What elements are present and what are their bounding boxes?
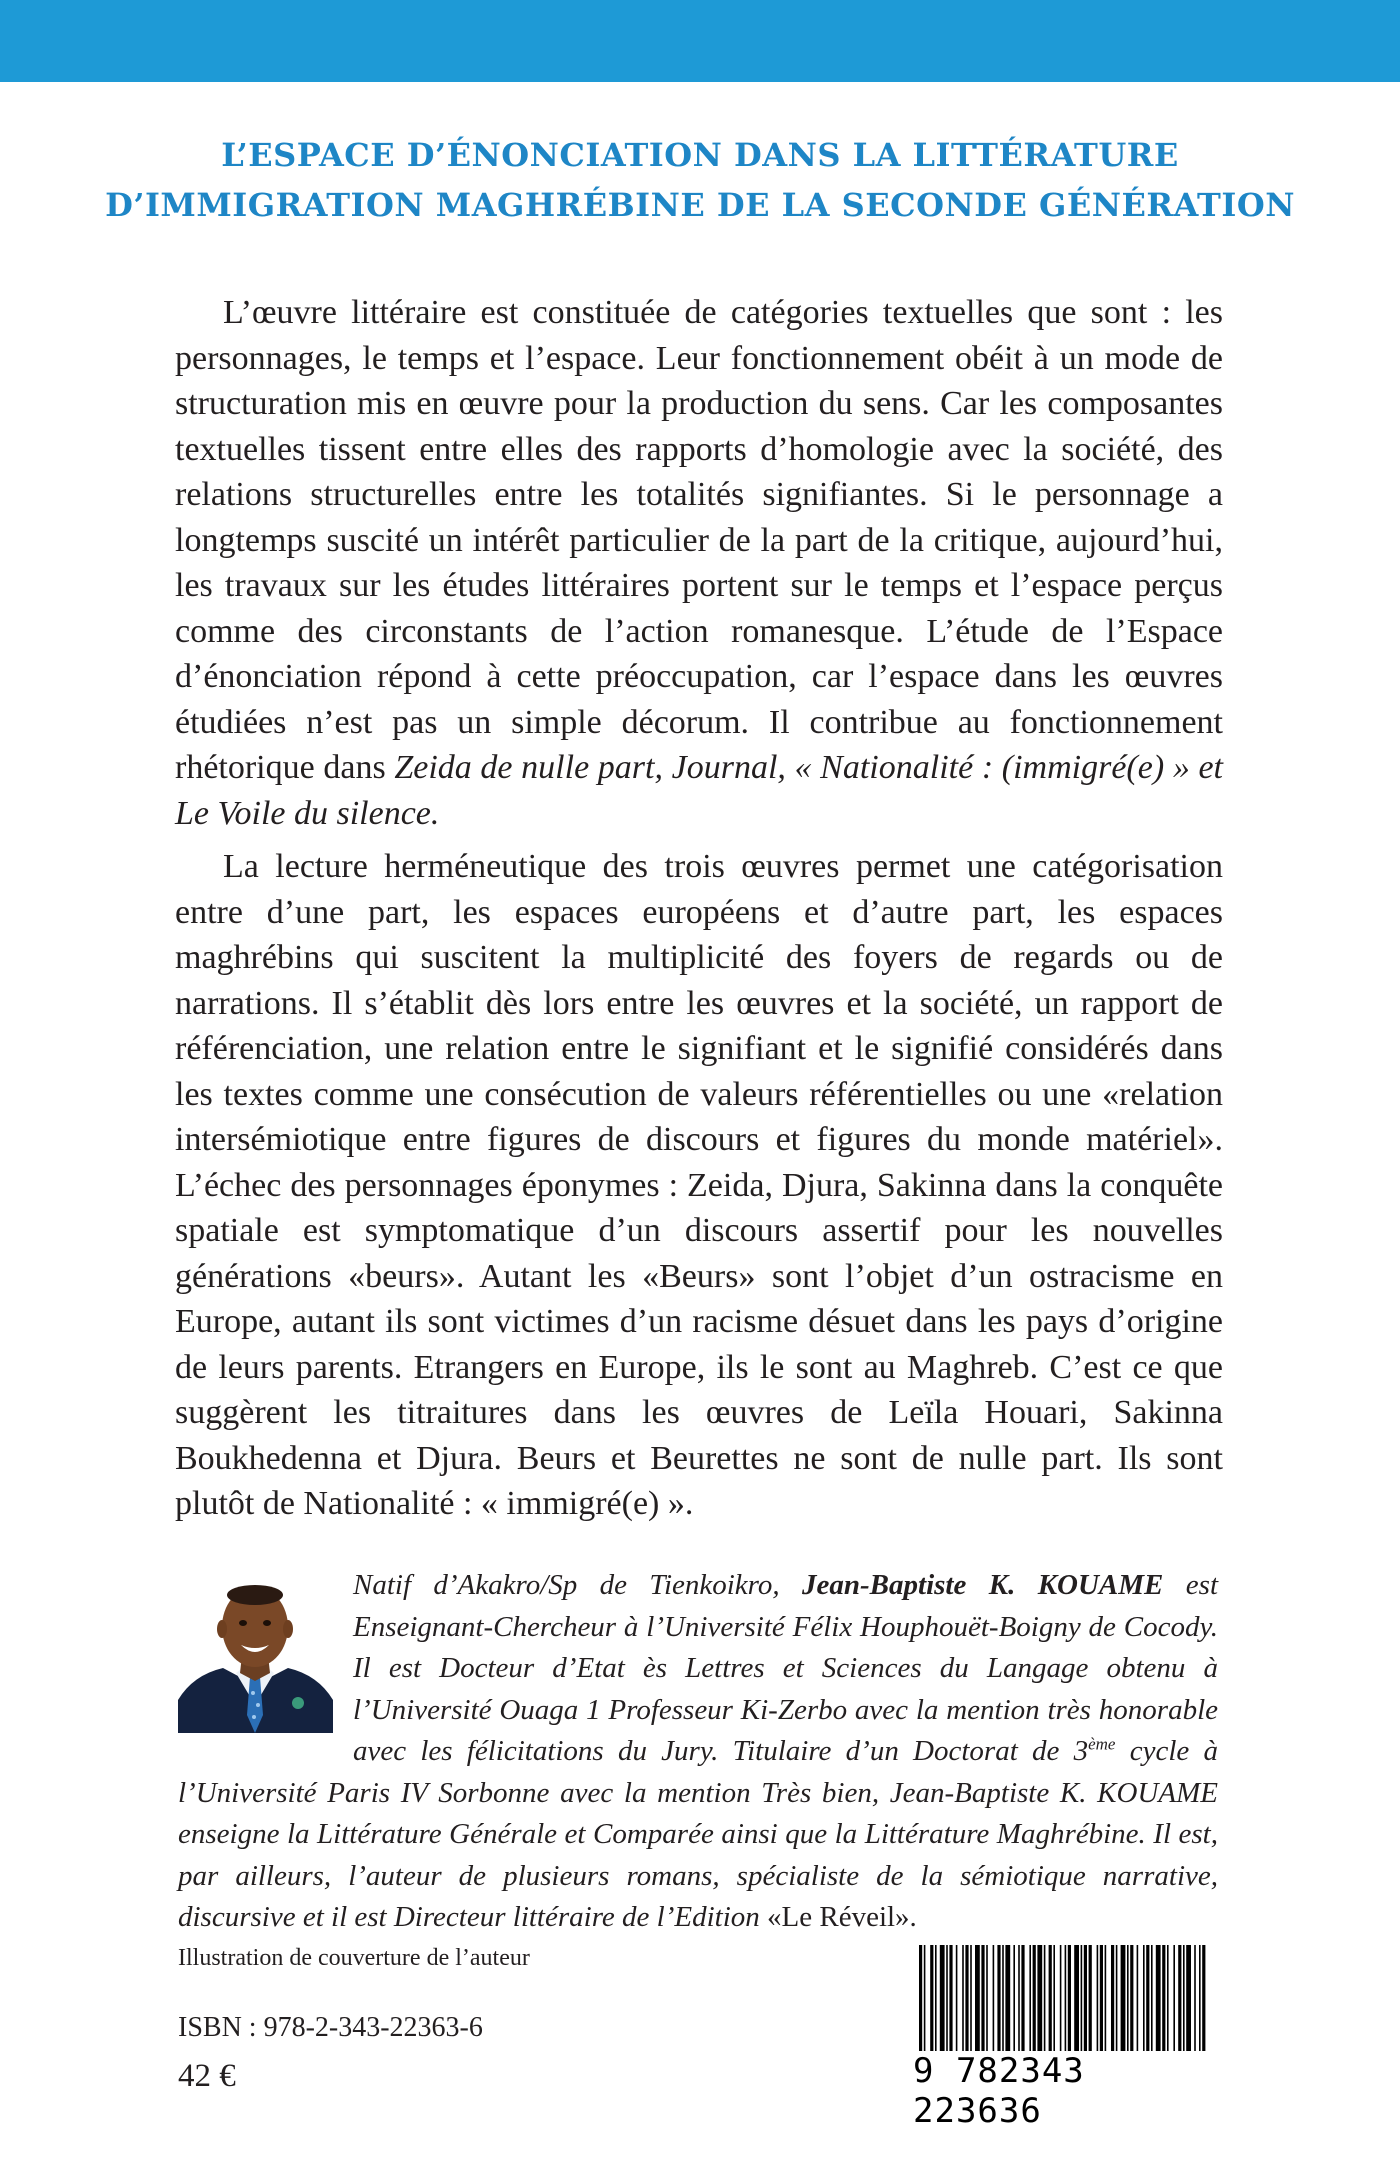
author-biography (178, 1565, 1218, 1939)
summary-paragraph-1 (175, 290, 1223, 836)
isbn-number: ISBN : 978-2-343-22363-6 (178, 2012, 483, 2043)
bio-text-1: est Enseignant-Chercheur à l’Université Félix Houphouët-Boigny de Cocody. Il est Docteur d’Etat ès Lettres et Sciences du Langage obtenu à l’Université Ouaga 1 Professeur Ki-Zerbo avec la mention très honorable avec les félicitations du Jury. Titulaire d’un Doctorat de 3 (353, 1569, 1219, 1767)
book-title (60, 130, 1340, 230)
portrait-spacer (178, 1565, 353, 1733)
barcode-digits: 9 782343 223636 (913, 2051, 1213, 2131)
barcode (913, 1945, 1213, 2131)
author-name: Jean-Baptiste K. KOUAME (802, 1569, 1164, 1601)
title-line-2: D’IMMIGRATION MAGHRÉBINE DE LA SECONDE GÉNÉRATION (105, 186, 1295, 224)
publisher-name: «Le Réveil». (767, 1901, 917, 1933)
summary-book-titles: Zeida de nulle part, Journal, « Nationalité : (immigré(e) » et Le Voile du silence. (175, 749, 1223, 832)
price: 42 € (178, 2058, 236, 2094)
top-color-band (0, 0, 1400, 82)
bio-text-2: cycle à l’Université Paris IV Sorbonne avec la mention Très bien, Jean-Baptiste K. KOUAME enseigne la Littérature Générale et Comparée ainsi que la Littérature Maghrébine. Il est, par ailleurs, l’auteur de plusieurs romans, spécialiste de la sémiotique narrative, discursive et il est Directeur littéraire de l’Edition (178, 1735, 1218, 1933)
summary-text (175, 290, 1223, 1527)
summary-paragraph-1-text: L’œuvre littéraire est constituée de catégories textuelles que sont : les personnages, le temps et l’espace. Leur fonctionnement obéit à un mode de structuration mis en œuvre pour la production du sens. Car les composantes textuelles tissent entre elles des rapports d’homologie avec la société, des relations structurelles entre les totalités signifiantes. Si le personnage a longtemps suscité un intérêt particulier de la part de la critique, aujourd’hui, les travaux sur les études littéraires portent sur le temps et l’espace perçus comme des circonstants de l’action romanesque. L’étude de l’Espace d’énonciation répond à cette préoccupation, car l’espace dans les œuvres étudiées n’est pas un simple décorum. Il contribue au fonctionnement rhétorique dans (175, 294, 1223, 786)
bio-superscript: ème (1088, 1734, 1116, 1754)
cover-illustration-credit: Illustration de couverture de l’auteur (178, 1945, 530, 1971)
title-line-1: L’ESPACE D’ÉNONCIATION DANS LA LITTÉRATURE (221, 136, 1179, 174)
summary-paragraph-2: La lecture herméneutique des trois œuvres permet une catégorisation entre d’une part, les espaces européens et d’autre part, les espaces maghrébins qui suscitent la multiplicité des foyers de regards ou de narrations. Il s’établit dès lors entre les œuvres et la société, un rapport de référenciation, une relation entre le signifiant et le signifié considérés dans les textes comme une consécution de valeurs référentielles ou une «relation intersémiotique entre figures de discours et figures du monde matériel». L’échec des personnages éponymes : Zeida, Djura, Sakinna dans la conquête spatiale est symptomatique d’un discours assertif pour les nouvelles générations «beurs». Autant les «Beurs» sont l’objet d’un ostracisme en Europe, autant ils sont victimes d’un racisme désuet dans les pays d’origine de leurs parents. Etrangers en Europe, ils le sont au Maghreb. C’est ce que suggèrent les titraitures dans les œuvres de Leïla Houari, Sakinna Boukhedenna et Djura. Beurs et Beurettes ne sont de nulle part. Ils sont plutôt de Nationalité : « immigré(e) ». (175, 848, 1223, 1522)
bio-intro: Natif d’Akakro/Sp de Tienkoikro, (353, 1569, 803, 1601)
